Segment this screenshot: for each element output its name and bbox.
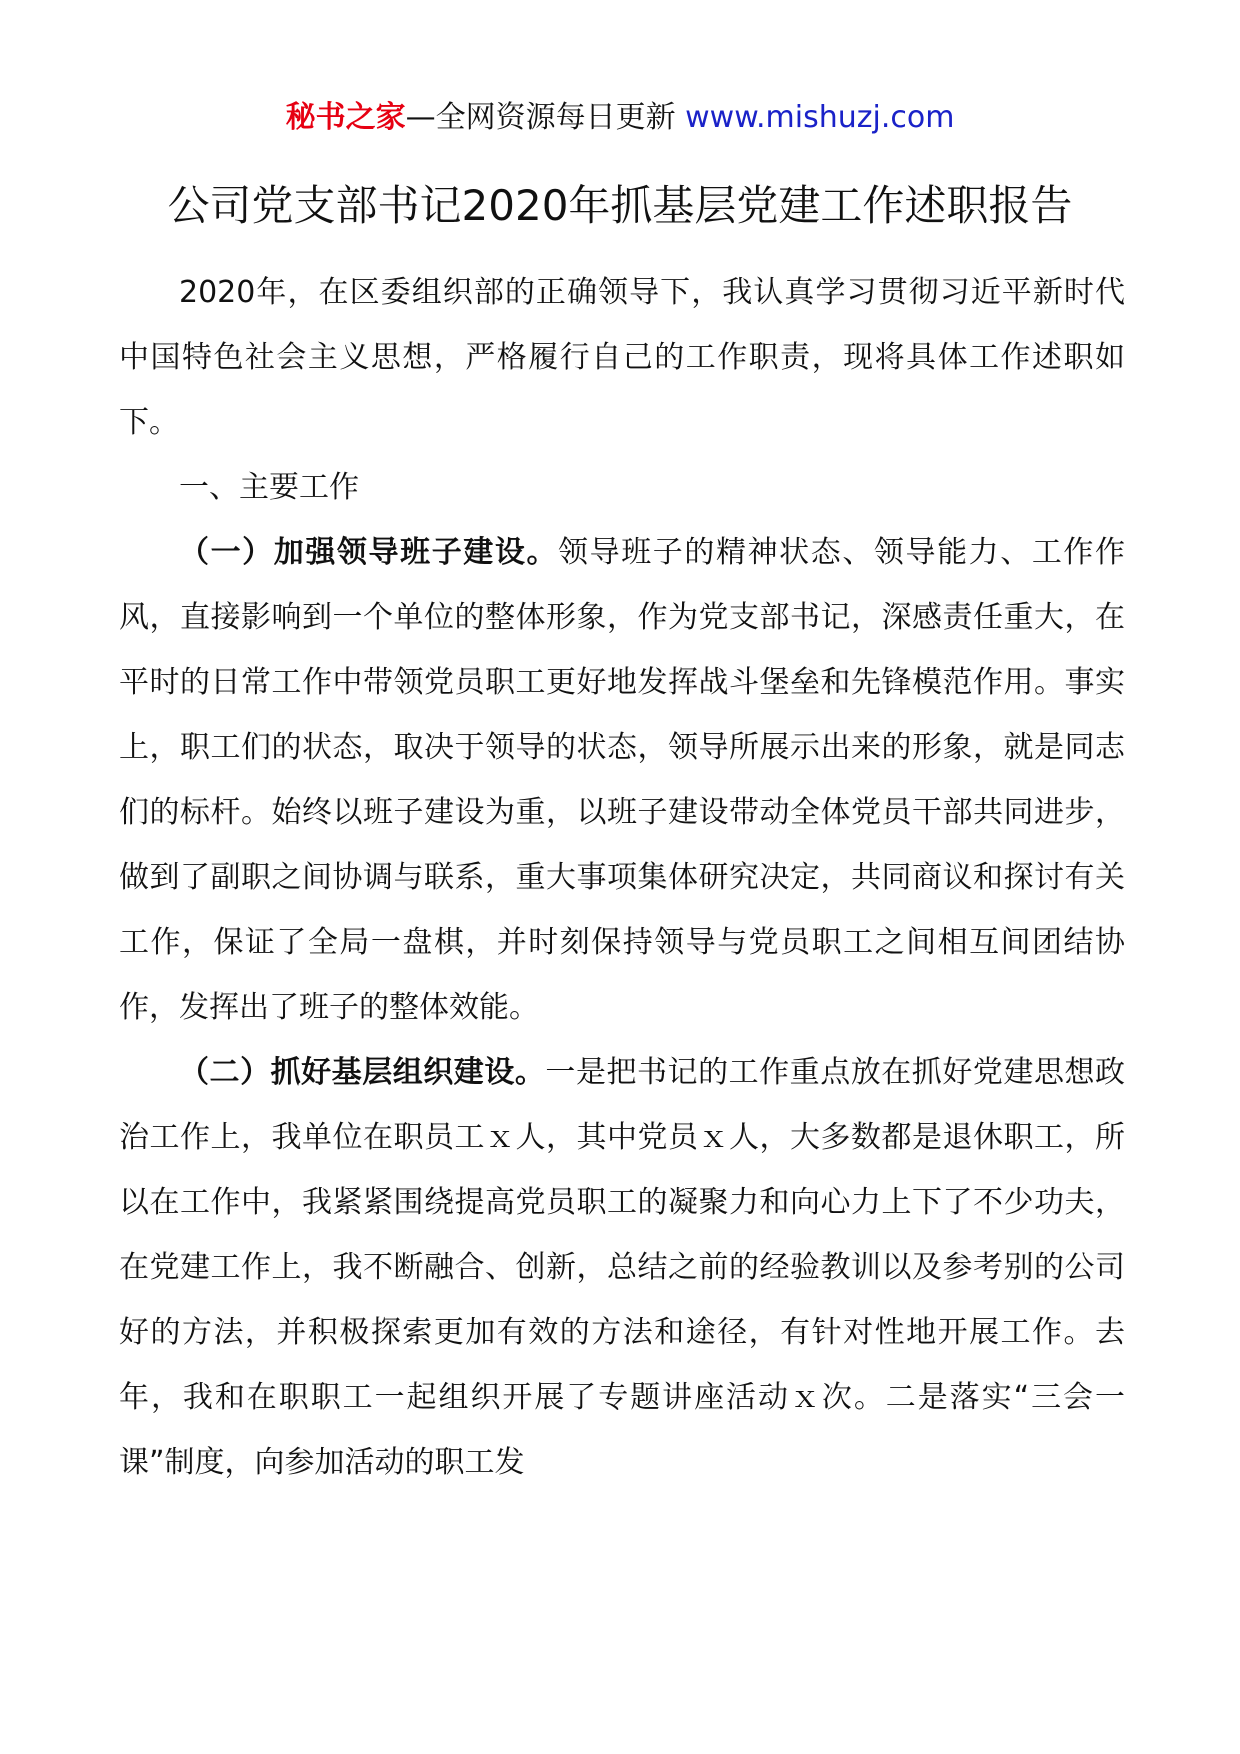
document-title: 公司党支部书记2020年抓基层党建工作述职报告	[167, 181, 1073, 230]
item-2-heading: （二）抓好基层组织建设。	[179, 1055, 546, 1090]
item-1-text: 领导班子的精神状态、领导能力、工作作风，直接影响到一个单位的整体形象，作为党支部书记，深感责任重大，在平时的日常工作中带领党员职工更好地发挥战斗堡垒和先锋模范作用。事实上，职工们的状态，取决于领导的状态，领导所展示出来的形象，就是同志们的标杆。始终以班子建设为重，以班子建设带动全体党员干部共同进步，做到了副职之间协调与联系，重大事项集体研究决定，共同商议和探讨有关工作，保证了全局一盘棋，并时刻保持领导与党员职工之间相互间团结协作，发挥出了班子的整体效能。	[119, 535, 1126, 1025]
brand-name: 秘书之家	[285, 100, 406, 135]
site-url[interactable]: www.mishuzj.com	[685, 100, 955, 135]
item-1-heading: （一）加强领导班子建设。	[179, 535, 559, 570]
item-2-text: 一是把书记的工作重点放在抓好党建思想政治工作上，我单位在职员工ｘ人，其中党员ｘ人，大多数都是退休职工，所以在工作中，我紧紧围绕提高党员职工的凝聚力和向心力上下了不少功夫，在党建工作上，我不断融合、创新，总结之前的经验教训以及参考别的公司好的方法，并积极探索更加有效的方法和途径，有针对性地开展工作。去年，我和在职职工一起组织开展了专题讲座活动ｘ次。二是落实“三会一课”制度，向参加活动的职工发	[119, 1055, 1126, 1480]
tagline: —全网资源每日更新	[405, 100, 676, 135]
paragraph-item-1	[119, 520, 1125, 1040]
site-header	[0, 98, 1240, 138]
intro-paragraph: 2020年，在区委组织部的正确领导下，我认真学习贯彻习近平新时代中国特色社会主义思想，严格履行自己的工作职责，现将具体工作述职如下。	[119, 275, 1125, 440]
paragraph-item-2	[119, 1040, 1125, 1495]
document-body	[119, 260, 1125, 1495]
section-heading: 一、主要工作	[179, 470, 359, 505]
